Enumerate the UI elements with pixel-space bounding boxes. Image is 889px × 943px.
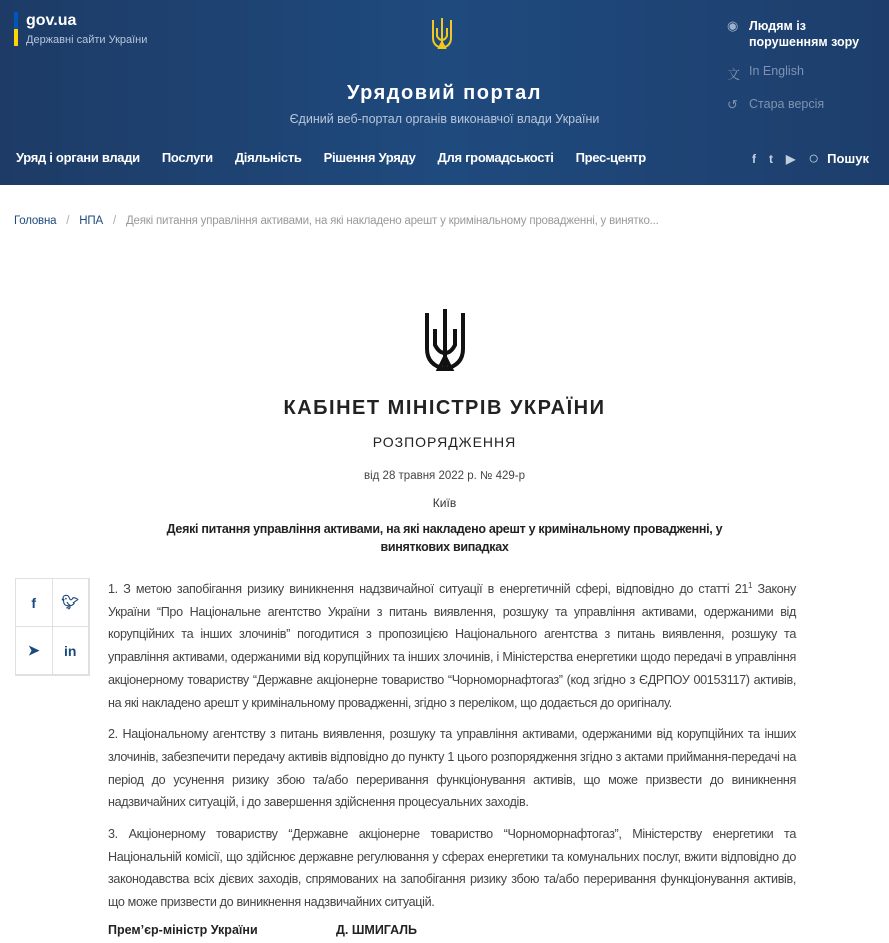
trident-icon	[430, 16, 454, 52]
signer-name: Д. ШМИГАЛЬ	[336, 922, 418, 937]
accessibility-label: Людям із порушенням зору	[749, 19, 860, 49]
nav-decisions[interactable]: Рішення Уряду	[323, 150, 416, 165]
logo-title: gov.ua	[26, 12, 77, 29]
eye-icon: ◉	[727, 18, 739, 33]
old-version-label: Стара версія	[749, 97, 825, 111]
history-icon: ↺	[727, 97, 738, 112]
twitter-icon[interactable]: t	[769, 151, 774, 166]
english-link[interactable]	[727, 64, 869, 83]
site-header	[0, 0, 889, 185]
youtube-icon[interactable]: ▶	[786, 151, 796, 166]
flag-icon	[14, 12, 18, 46]
nav-government[interactable]: Уряд і органи влади	[16, 150, 140, 165]
govua-logo[interactable]	[14, 12, 147, 46]
facebook-share-icon[interactable]: f	[16, 579, 53, 627]
search-label: Пошук	[827, 151, 869, 166]
breadcrumb-npa[interactable]: НПА	[79, 215, 103, 227]
old-version-link[interactable]	[727, 97, 869, 113]
telegram-share-icon[interactable]: ➤	[16, 627, 53, 675]
breadcrumb: Головна / НПА / Деякі питання управління активами, на які накладено арешт у кримінальному провадженні, у винятко...	[14, 215, 659, 227]
linkedin-share-icon[interactable]: in	[53, 627, 90, 675]
paragraph-1: 1. З метою запобігання ризику виникнення надзвичайної ситуації в енергетичній сфері, відповідно до статті $21^1$ Закону України “Про Національне агентство України з питань виявлення, розшуку та управління активами, одержаними від корупційних та інших злочинів” погодитися з пропозицією Національного агентства з питань виявлення, розшуку та управління активами, одержаними від корупційних та інших злочинів, і Міністерства енергетики щодо передачі в управління акціонерному товариству “Державне акціонерне товариство “Чорноморнафтогаз” (код згідно з ЄДРПОУ 00153117) активів, на які накладено арешт у кримінальному провадженні, згідно з переліком, що додається до оригіналу.	[108, 580, 796, 710]
search-button[interactable]	[808, 148, 869, 169]
document-date: від 28 травня 2022 р. № 429-р	[363, 470, 525, 482]
document-org: КАБІНЕТ МІНІСТРІВ УКРАЇНИ	[283, 397, 606, 419]
nav-press[interactable]: Прес-центр	[575, 150, 646, 165]
breadcrumb-home[interactable]: Головна	[14, 215, 57, 227]
document-body	[108, 578, 796, 914]
document-type: РОЗПОРЯДЖЕННЯ	[372, 434, 517, 450]
facebook-icon[interactable]: f	[752, 151, 757, 166]
logo-subtitle: Державні сайти України	[26, 34, 148, 46]
twitter-share-icon[interactable]: 🐦︎	[53, 579, 90, 627]
search-icon: ○	[808, 148, 820, 168]
translate-icon: 文	[727, 67, 741, 82]
signature	[108, 923, 889, 937]
english-label: In English	[749, 64, 804, 78]
main-nav	[16, 150, 646, 165]
share-panel	[15, 578, 90, 676]
coat-of-arms-icon	[421, 302, 469, 380]
document-title: Деякі питання управління активами, на які накладено арешт у кримінальному провадженні, у виняткових випадках	[166, 522, 723, 554]
document-city: Київ	[432, 496, 457, 510]
signer-title: Прем’єр-міністр України	[108, 922, 258, 937]
accessibility-link[interactable]	[727, 18, 869, 50]
portal-title[interactable]: Урядовий портал	[346, 82, 543, 104]
portal-subtitle: Єдиний веб-портал органів виконавчої влади України	[289, 112, 600, 126]
nav-services[interactable]: Послуги	[161, 150, 213, 165]
document-header	[0, 302, 889, 556]
nav-public[interactable]: Для громадськості	[437, 150, 554, 165]
paragraph-3: 3. Акціонерному товариству “Державне акціонерне товариство “Чорноморнафтогаз”, Міністерству енергетики та Національній комісії, що здійснює державне регулювання у сферах енергетики та комунальних послуг, вжити відповідно до законодавства всіх дієвих заходів, спрямованих на запобігання ризику збою та/або переривання функціонування активів, що може призвести до виникнення надзвичайних ситуацій.	[108, 827, 796, 910]
breadcrumb-current: Деякі питання управління активами, на які накладено арешт у кримінальному провадженні, у винятко...	[125, 215, 659, 227]
nav-activity[interactable]: Діяльність	[234, 150, 302, 165]
paragraph-2: 2. Національному агентству з питань виявлення, розшуку та управління активами, одержаними від корупційних та інших злочинів, забезпечити передачу активів відповідно до пункту 1 цього розпорядження згідно з актами приймання-передачі на період до усунення ризику збою та/або переривання функціонування активів, що може призвести до виникнення надзвичайних ситуацій, і до завершення здійснення процесуальних заходів.	[108, 727, 796, 810]
